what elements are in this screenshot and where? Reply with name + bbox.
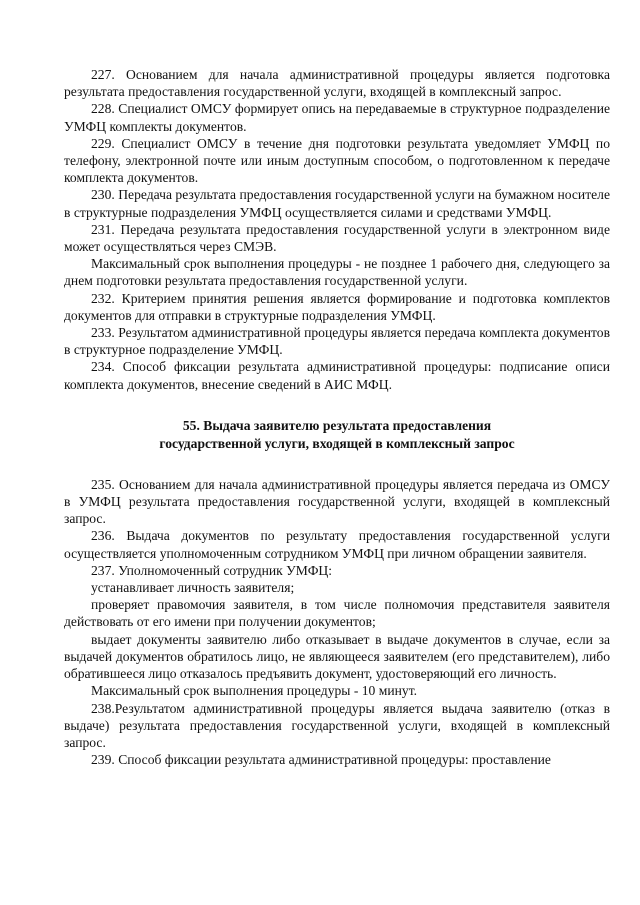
paragraph-236: 236. Выдача документов по результату предоставления государственной услуги осуществляется уполномоченным сотрудником УМФЦ при личном обращении заявителя.: [64, 528, 610, 561]
document-page: [64, 66, 610, 768]
paragraph-authority-check: проверяет правомочия заявителя, в том числе полномочия представителя заявителя действовать от его имени при получении документов;: [64, 597, 610, 630]
paragraph-identity-check: устанавливает личность заявителя;: [91, 580, 295, 596]
paragraph-227: 227. Основанием для начала административной процедуры является подготовка результата предоставления государственной услуги, входящей в комплексный запрос.: [64, 67, 610, 100]
paragraph-max-term-1: Максимальный срок выполнения процедуры - не позднее 1 рабочего дня, следующего за днем подготовки результата предоставления государственной услуги.: [64, 256, 610, 289]
paragraph-max-term-2: Максимальный срок выполнения процедуры - 10 минут.: [91, 683, 418, 699]
paragraph-235: 235. Основанием для начала административной процедуры является передача из ОМСУ в УМФЦ результата предоставления государственной услуги, входящей в комплексный запрос.: [64, 476, 610, 527]
paragraph-232: 232. Критерием принятия решения является формирование и подготовка комплектов документов для отправки в структурные подразделения УМФЦ.: [64, 290, 610, 323]
section-result-issuance: [64, 476, 610, 768]
paragraph-231: 231. Передача результата предоставления государственной услуги в электронном виде может осуществляться через СМЭВ.: [64, 221, 610, 255]
paragraph-239: 239. Способ фиксации результата административной процедуры: проставление: [91, 752, 551, 768]
heading-line-1: 55. Выдача заявителю результата предоставления: [182, 417, 492, 433]
paragraph-document-issue: выдает документы заявителю либо отказывает в выдаче документов в случае, если за выдачей документов обратилось лицо, не являющееся заявителем (его представителем), либо обратившееся лицо отказалось предъявить документ, удостоверяющий его личность.: [64, 631, 610, 682]
heading-line-2: государственной услуги, входящей в комплексный запрос: [159, 435, 515, 451]
paragraph-228: 228. Специалист ОМСУ формирует опись на передаваемые в структурное подразделение УМФЦ комплекты документов.: [64, 101, 610, 134]
paragraph-233: 233. Результатом административной процедуры является передача комплекта документов в структурное подразделение УМФЦ.: [64, 325, 610, 358]
section-procedure-transfer: [64, 66, 610, 393]
section-heading-55: [64, 417, 610, 453]
paragraph-238: 238.Результатом административной процедуры является выдача заявителю (отказ в выдаче) результата предоставления государственной услуги, входящей в комплексный запрос.: [64, 700, 610, 750]
paragraph-237: 237. Уполномоченный сотрудник УМФЦ:: [91, 562, 333, 578]
paragraph-234: 234. Способ фиксации результата административной процедуры: подписание описи комплекта документов, внесение сведений в АИС МФЦ.: [64, 359, 610, 392]
paragraph-229: 229. Специалист ОМСУ в течение дня подготовки результата уведомляет УМФЦ по телефону, электронной почте или иным доступным способом, о подготовленном к передаче комплекта документов.: [64, 135, 610, 186]
paragraph-230: 230. Передача результата предоставления государственной услуги на бумажном носителе в структурные подразделения УМФЦ осуществляется силами и средствами УМФЦ.: [64, 187, 610, 220]
